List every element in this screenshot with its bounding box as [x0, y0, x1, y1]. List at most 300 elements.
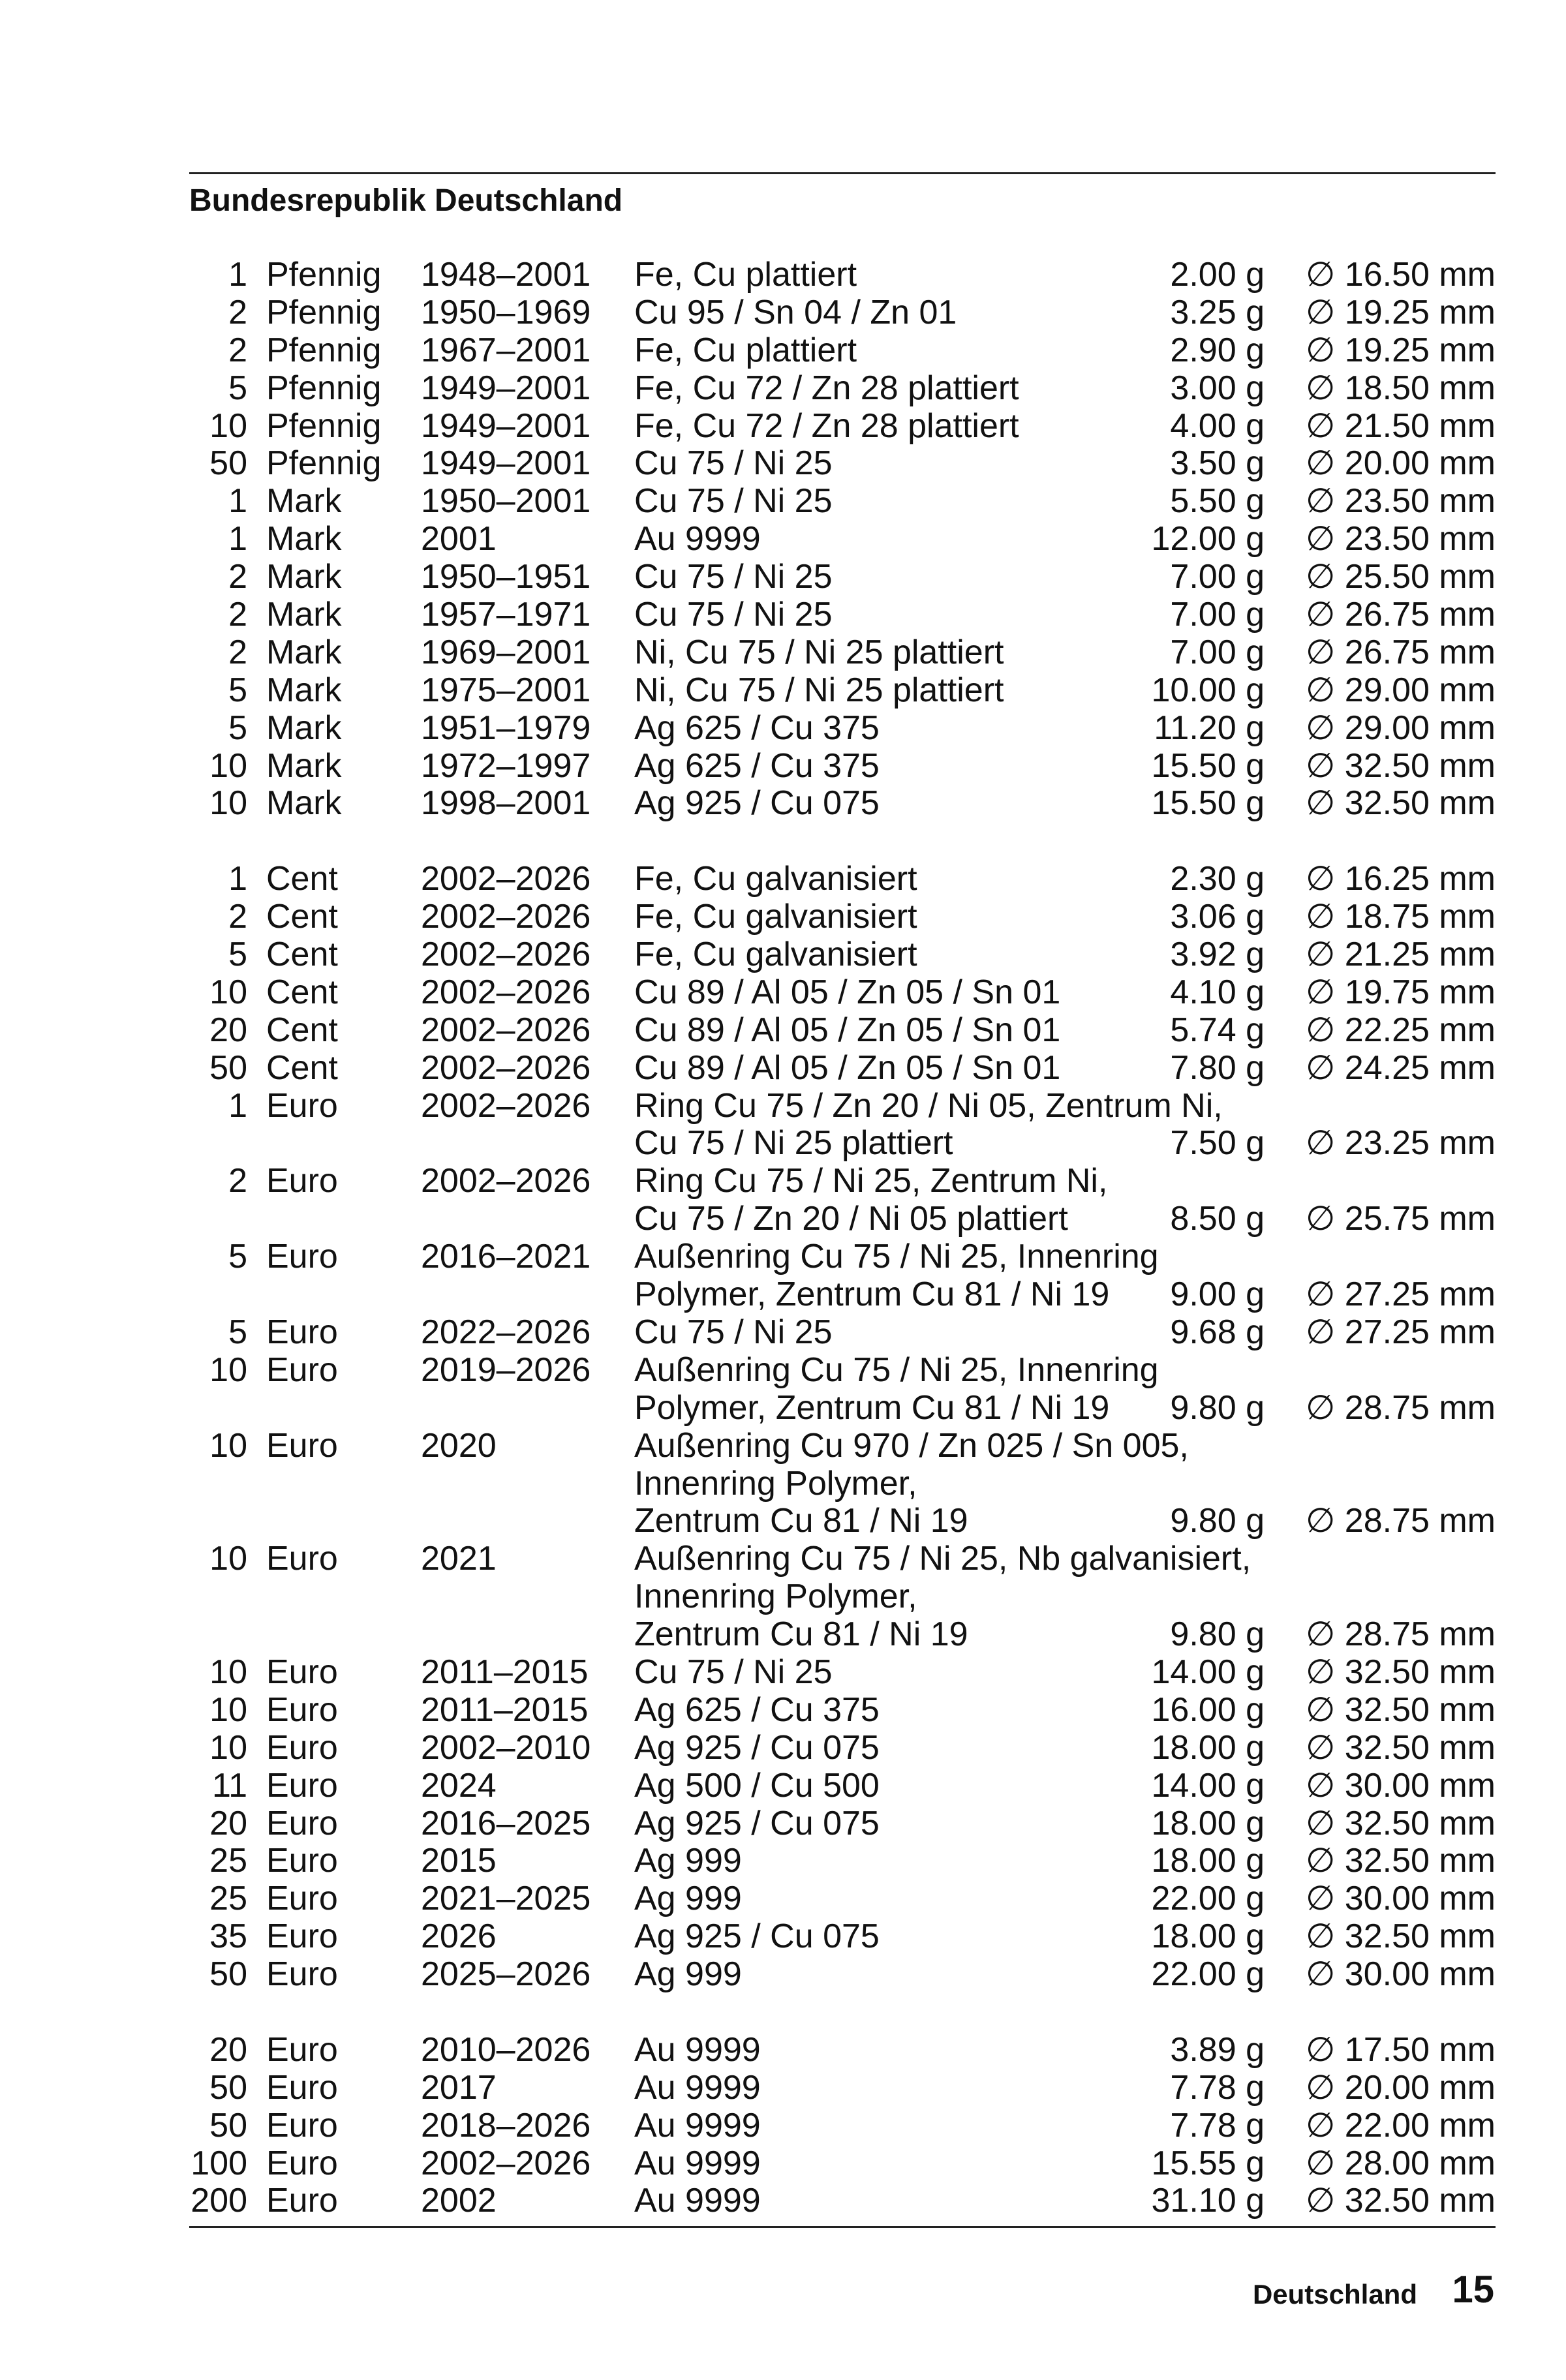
denomination-value: 10 — [209, 406, 247, 445]
table-row — [0, 1654, 1566, 1692]
mint-years: 2021–2025 — [421, 1880, 591, 1918]
alloy-composition: Ag 625 / Cu 375 — [634, 1690, 880, 1729]
alloy-composition: Fe, Cu plattiert — [634, 256, 857, 294]
table-row — [0, 710, 1566, 748]
mint-years: 2018–2026 — [421, 2106, 591, 2144]
denomination-unit: Euro — [266, 2106, 338, 2144]
coin-diameter: ∅ 24.25 mm — [1306, 1048, 1496, 1087]
table-row — [0, 2032, 1566, 2069]
alloy-composition: Ni, Cu 75 / Ni 25 plattiert — [634, 633, 1004, 671]
denomination-value: 25 — [209, 1842, 247, 1880]
coin-weight: 9.00 g — [1170, 1275, 1265, 1314]
denomination-unit: Mark — [266, 746, 342, 785]
alloy-composition: Cu 75 / Ni 25 plattiert — [634, 1124, 953, 1163]
coin-diameter: ∅ 29.00 mm — [1306, 709, 1496, 747]
mint-years: 1949–2001 — [421, 444, 591, 483]
denomination-unit: Cent — [266, 1048, 338, 1087]
coin-diameter: ∅ 17.50 mm — [1306, 2030, 1496, 2069]
alloy-composition: Cu 89 / Al 05 / Zn 05 / Sn 01 — [634, 1048, 1061, 1087]
coin-diameter: ∅ 18.50 mm — [1306, 369, 1496, 407]
table-row — [0, 1125, 1566, 1163]
denomination-unit: Cent — [266, 936, 338, 974]
coin-diameter: ∅ 32.50 mm — [1306, 784, 1496, 823]
denomination-unit: Pfennig — [266, 369, 382, 407]
alloy-composition: Außenring Cu 75 / Ni 25, Nb galvanisiert, — [634, 1540, 1251, 1578]
coin-weight: 9.80 g — [1170, 1615, 1265, 1654]
mint-years: 1948–2001 — [421, 256, 591, 294]
denomination-value: 5 — [228, 369, 247, 407]
mint-years: 2026 — [421, 1917, 497, 1956]
coin-weight: 7.78 g — [1170, 2106, 1265, 2144]
coin-weight: 7.80 g — [1170, 1048, 1265, 1087]
denomination-unit: Euro — [266, 1955, 338, 1994]
denomination-value: 20 — [209, 2030, 247, 2069]
denomination-unit: Mark — [266, 558, 342, 596]
coin-diameter: ∅ 26.75 mm — [1306, 596, 1496, 634]
coin-weight: 9.80 g — [1170, 1502, 1265, 1540]
denomination-value: 5 — [228, 1238, 247, 1276]
denomination-value: 50 — [209, 1048, 247, 1087]
alloy-composition: Cu 89 / Al 05 / Zn 05 / Sn 01 — [634, 973, 1061, 1011]
table-row — [0, 748, 1566, 786]
alloy-composition: Ag 999 — [634, 1955, 742, 1994]
alloy-composition: Cu 75 / Ni 25 — [634, 596, 833, 634]
coin-weight: 2.90 g — [1170, 331, 1265, 369]
coin-weight: 22.00 g — [1151, 1880, 1265, 1918]
table-row — [0, 1163, 1566, 1200]
alloy-composition: Ag 925 / Cu 075 — [634, 1917, 880, 1956]
denomination-value: 20 — [209, 1804, 247, 1842]
denomination-value: 5 — [228, 936, 247, 974]
coin-diameter: ∅ 32.50 mm — [1306, 1728, 1496, 1767]
denomination-unit: Euro — [266, 1426, 338, 1465]
alloy-composition: Fe, Cu 72 / Zn 28 plattiert — [634, 406, 1019, 445]
table-row — [0, 785, 1566, 823]
mint-years: 1972–1997 — [421, 746, 591, 785]
alloy-composition: Cu 95 / Sn 04 / Zn 01 — [634, 293, 957, 331]
coin-weight: 7.00 g — [1170, 633, 1265, 671]
alloy-composition: Ni, Cu 75 / Ni 25 plattiert — [634, 671, 1004, 709]
table-row — [0, 558, 1566, 596]
denomination-unit: Euro — [266, 1540, 338, 1578]
coin-weight: 5.74 g — [1170, 1011, 1265, 1049]
table-row — [0, 1314, 1566, 1352]
table-row — [0, 936, 1566, 974]
mint-years: 2020 — [421, 1426, 497, 1465]
alloy-composition: Fe, Cu galvanisiert — [634, 860, 917, 898]
alloy-composition: Au 9999 — [634, 520, 761, 558]
table-row — [0, 1200, 1566, 1238]
mint-years: 2025–2026 — [421, 1955, 591, 1994]
coin-diameter: ∅ 23.50 mm — [1306, 482, 1496, 521]
table-row — [0, 1616, 1566, 1654]
denomination-value: 50 — [209, 2068, 247, 2107]
mint-years: 2011–2015 — [421, 1690, 589, 1729]
coin-weight: 9.68 g — [1170, 1313, 1265, 1351]
table-row — [0, 1050, 1566, 1088]
table-row — [0, 1842, 1566, 1880]
alloy-composition: Ag 925 / Cu 075 — [634, 1728, 880, 1767]
denomination-unit: Euro — [266, 2144, 338, 2182]
coin-diameter: ∅ 22.00 mm — [1306, 2106, 1496, 2144]
coin-weight: 12.00 g — [1151, 520, 1265, 558]
denomination-value: 200 — [191, 2182, 247, 2220]
coin-weight: 18.00 g — [1151, 1842, 1265, 1880]
mint-years: 2002 — [421, 2182, 497, 2220]
alloy-composition: Cu 75 / Ni 25 — [634, 444, 833, 483]
coin-weight: 18.00 g — [1151, 1728, 1265, 1767]
top-rule — [189, 172, 1496, 174]
denomination-unit: Pfennig — [266, 331, 382, 369]
coin-weight: 2.00 g — [1170, 256, 1265, 294]
denomination-value: 2 — [228, 596, 247, 634]
coin-weight: 11.20 g — [1154, 709, 1265, 747]
denomination-value: 10 — [209, 1350, 247, 1389]
coin-weight: 3.00 g — [1170, 369, 1265, 407]
coin-diameter: ∅ 25.50 mm — [1306, 558, 1496, 596]
denomination-value: 1 — [228, 520, 247, 558]
denomination-value: 2 — [228, 293, 247, 331]
coin-diameter: ∅ 25.75 mm — [1306, 1200, 1496, 1238]
mint-years: 2016–2021 — [421, 1238, 591, 1276]
denomination-value: 100 — [191, 2144, 247, 2182]
table-row — [0, 1465, 1566, 1503]
denomination-value: 35 — [209, 1917, 247, 1956]
table-row — [0, 634, 1566, 672]
alloy-composition: Innenring Polymer, — [634, 1464, 917, 1503]
alloy-composition: Außenring Cu 75 / Ni 25, Innenring — [634, 1350, 1159, 1389]
table-row — [0, 974, 1566, 1012]
denomination-value: 5 — [228, 671, 247, 709]
alloy-composition: Ag 925 / Cu 075 — [634, 1804, 880, 1842]
coin-weight: 22.00 g — [1151, 1955, 1265, 1994]
alloy-composition: Ag 925 / Cu 075 — [634, 784, 880, 823]
coin-weight: 7.78 g — [1170, 2068, 1265, 2107]
coin-weight: 3.50 g — [1170, 444, 1265, 483]
coin-weight: 7.00 g — [1170, 596, 1265, 634]
mint-years: 2002–2026 — [421, 973, 591, 1011]
denomination-unit: Mark — [266, 709, 342, 747]
coin-diameter: ∅ 32.50 mm — [1306, 1653, 1496, 1691]
coin-weight: 5.50 g — [1170, 482, 1265, 521]
mint-years: 2002–2026 — [421, 1162, 591, 1200]
denomination-unit: Euro — [266, 2068, 338, 2107]
alloy-composition: Au 9999 — [634, 2144, 761, 2182]
alloy-composition: Ag 500 / Cu 500 — [634, 1766, 880, 1805]
denomination-unit: Mark — [266, 784, 342, 823]
denomination-unit: Euro — [266, 1917, 338, 1956]
mint-years: 2002–2026 — [421, 936, 591, 974]
table-row — [0, 1352, 1566, 1390]
denomination-unit: Cent — [266, 860, 338, 898]
table-row — [0, 1918, 1566, 1956]
coin-weight: 15.55 g — [1151, 2144, 1265, 2182]
alloy-composition: Fe, Cu plattiert — [634, 331, 857, 369]
denomination-unit: Cent — [266, 973, 338, 1011]
mint-years: 1950–2001 — [421, 482, 591, 521]
denomination-value: 2 — [228, 1162, 247, 1200]
coin-diameter: ∅ 21.50 mm — [1306, 406, 1496, 445]
mint-years: 2002–2026 — [421, 898, 591, 936]
alloy-composition: Zentrum Cu 81 / Ni 19 — [634, 1615, 968, 1654]
coin-diameter: ∅ 28.75 mm — [1306, 1388, 1496, 1427]
table-row — [0, 294, 1566, 332]
alloy-composition: Cu 75 / Ni 25 — [634, 558, 833, 596]
denomination-unit: Euro — [266, 1804, 338, 1842]
alloy-composition: Fe, Cu galvanisiert — [634, 936, 917, 974]
denomination-value: 10 — [209, 784, 247, 823]
denomination-value: 2 — [228, 633, 247, 671]
denomination-value: 10 — [209, 1653, 247, 1691]
denomination-value: 1 — [228, 1086, 247, 1125]
table-row — [0, 256, 1566, 294]
denomination-value: 10 — [209, 1690, 247, 1729]
coin-diameter: ∅ 22.25 mm — [1306, 1011, 1496, 1049]
denomination-unit: Mark — [266, 520, 342, 558]
denomination-unit: Mark — [266, 633, 342, 671]
coin-diameter: ∅ 28.75 mm — [1306, 1502, 1496, 1540]
mint-years: 1957–1971 — [421, 596, 591, 634]
table-row — [0, 1503, 1566, 1540]
table-row — [0, 1692, 1566, 1730]
coin-diameter: ∅ 30.00 mm — [1306, 1955, 1496, 1994]
denomination-unit: Cent — [266, 1011, 338, 1049]
denomination-unit: Euro — [266, 1728, 338, 1767]
coin-diameter: ∅ 19.25 mm — [1306, 293, 1496, 331]
table-row — [0, 1956, 1566, 1994]
mint-years: 1967–2001 — [421, 331, 591, 369]
denomination-value: 50 — [209, 1955, 247, 1994]
table-row — [0, 672, 1566, 710]
mint-years: 2010–2026 — [421, 2030, 591, 2069]
coin-diameter: ∅ 32.50 mm — [1306, 746, 1496, 785]
coin-diameter: ∅ 26.75 mm — [1306, 633, 1496, 671]
denomination-value: 50 — [209, 444, 247, 483]
coin-diameter: ∅ 16.25 mm — [1306, 860, 1496, 898]
mint-years: 1975–2001 — [421, 671, 591, 709]
alloy-composition: Fe, Cu galvanisiert — [634, 898, 917, 936]
table-row — [0, 1012, 1566, 1050]
table-row — [0, 1088, 1566, 1125]
denomination-unit: Pfennig — [266, 293, 382, 331]
alloy-composition: Innenring Polymer, — [634, 1578, 917, 1616]
alloy-composition: Au 9999 — [634, 2030, 761, 2069]
table-row — [0, 445, 1566, 483]
coin-weight: 10.00 g — [1151, 671, 1265, 709]
alloy-composition: Polymer, Zentrum Cu 81 / Ni 19 — [634, 1275, 1110, 1314]
coin-weight: 3.25 g — [1170, 293, 1265, 331]
alloy-composition: Ag 625 / Cu 375 — [634, 746, 880, 785]
denomination-value: 1 — [228, 482, 247, 521]
mint-years: 2024 — [421, 1766, 497, 1805]
alloy-composition: Cu 89 / Al 05 / Zn 05 / Sn 01 — [634, 1011, 1061, 1049]
denomination-unit: Mark — [266, 596, 342, 634]
mint-years: 1998–2001 — [421, 784, 591, 823]
mint-years: 2002–2010 — [421, 1728, 591, 1767]
denomination-unit: Cent — [266, 898, 338, 936]
coin-diameter: ∅ 32.50 mm — [1306, 1690, 1496, 1729]
denomination-unit: Euro — [266, 1690, 338, 1729]
table-row — [0, 1540, 1566, 1578]
mint-years: 1949–2001 — [421, 406, 591, 445]
mint-years: 2002–2026 — [421, 860, 591, 898]
denomination-value: 10 — [209, 973, 247, 1011]
denomination-value: 10 — [209, 1540, 247, 1578]
mint-years: 1951–1979 — [421, 709, 591, 747]
coin-diameter: ∅ 30.00 mm — [1306, 1766, 1496, 1805]
mint-years: 1949–2001 — [421, 369, 591, 407]
denomination-unit: Mark — [266, 482, 342, 521]
table-row — [0, 1390, 1566, 1427]
alloy-composition: Ring Cu 75 / Ni 25, Zentrum Ni, — [634, 1162, 1108, 1200]
table-row — [0, 1578, 1566, 1616]
alloy-composition: Cu 75 / Ni 25 — [634, 1653, 833, 1691]
bottom-rule — [189, 2226, 1496, 2228]
table-row — [0, 1427, 1566, 1465]
table-row — [0, 1276, 1566, 1314]
coin-weight: 7.00 g — [1170, 558, 1265, 596]
coin-diameter: ∅ 23.50 mm — [1306, 520, 1496, 558]
alloy-composition: Fe, Cu 72 / Zn 28 plattiert — [634, 369, 1019, 407]
coin-weight: 15.50 g — [1151, 746, 1265, 785]
coin-weight: 4.10 g — [1170, 973, 1265, 1011]
table-row — [0, 861, 1566, 898]
table-row — [0, 483, 1566, 521]
coin-diameter: ∅ 27.25 mm — [1306, 1313, 1496, 1351]
denomination-value: 5 — [228, 1313, 247, 1351]
mint-years: 2002–2026 — [421, 1048, 591, 1087]
coin-weight: 9.80 g — [1170, 1388, 1265, 1427]
coin-weight: 3.92 g — [1170, 936, 1265, 974]
coin-diameter: ∅ 19.75 mm — [1306, 973, 1496, 1011]
table-row — [0, 2145, 1566, 2183]
denomination-unit: Pfennig — [266, 406, 382, 445]
denomination-value: 2 — [228, 558, 247, 596]
mint-years: 2001 — [421, 520, 497, 558]
table-row — [0, 1880, 1566, 1918]
alloy-composition: Ring Cu 75 / Zn 20 / Ni 05, Zentrum Ni, — [634, 1086, 1223, 1125]
mint-years: 1969–2001 — [421, 633, 591, 671]
coin-diameter: ∅ 21.25 mm — [1306, 936, 1496, 974]
mint-years: 2017 — [421, 2068, 497, 2107]
coin-weight: 15.50 g — [1151, 784, 1265, 823]
coin-diameter: ∅ 27.25 mm — [1306, 1275, 1496, 1314]
footer-section-label: Deutschland — [1252, 2279, 1417, 2310]
mint-years: 2019–2026 — [421, 1350, 591, 1389]
alloy-composition: Au 9999 — [634, 2106, 761, 2144]
table-row — [0, 2107, 1566, 2145]
denomination-unit: Euro — [266, 2030, 338, 2069]
table-row — [0, 1238, 1566, 1276]
table-row — [0, 2182, 1566, 2220]
alloy-composition: Außenring Cu 970 / Zn 025 / Sn 005, — [634, 1426, 1189, 1465]
coin-weight: 3.06 g — [1170, 898, 1265, 936]
mint-years: 2016–2025 — [421, 1804, 591, 1842]
denomination-unit: Pfennig — [266, 444, 382, 483]
coin-weight: 16.00 g — [1151, 1690, 1265, 1729]
coin-diameter: ∅ 20.00 mm — [1306, 444, 1496, 483]
denomination-unit: Euro — [266, 1086, 338, 1125]
denomination-value: 10 — [209, 1728, 247, 1767]
table-row — [0, 898, 1566, 936]
denomination-value: 10 — [209, 746, 247, 785]
alloy-composition: Ag 999 — [634, 1842, 742, 1880]
coin-weight: 14.00 g — [1151, 1653, 1265, 1691]
denomination-value: 2 — [228, 331, 247, 369]
mint-years: 2022–2026 — [421, 1313, 591, 1351]
coin-weight: 31.10 g — [1151, 2182, 1265, 2220]
denomination-unit: Euro — [266, 1842, 338, 1880]
mint-years: 1950–1951 — [421, 558, 591, 596]
coin-weight: 2.30 g — [1170, 860, 1265, 898]
mint-years: 2002–2026 — [421, 1011, 591, 1049]
table-row — [0, 1805, 1566, 1843]
coin-diameter: ∅ 28.75 mm — [1306, 1615, 1496, 1654]
coin-diameter: ∅ 23.25 mm — [1306, 1124, 1496, 1163]
coin-diameter: ∅ 32.50 mm — [1306, 2182, 1496, 2220]
coin-diameter: ∅ 28.00 mm — [1306, 2144, 1496, 2182]
coin-weight: 14.00 g — [1151, 1766, 1265, 1805]
denomination-unit: Euro — [266, 1766, 338, 1805]
denomination-value: 10 — [209, 1426, 247, 1465]
denomination-unit: Euro — [266, 1880, 338, 1918]
denomination-unit: Euro — [266, 1653, 338, 1691]
denomination-unit: Euro — [266, 1162, 338, 1200]
coin-weight: 7.50 g — [1170, 1124, 1265, 1163]
denomination-unit: Euro — [266, 1350, 338, 1389]
alloy-composition: Cu 75 / Zn 20 / Ni 05 plattiert — [634, 1200, 1068, 1238]
table-row — [0, 370, 1566, 408]
coin-diameter: ∅ 32.50 mm — [1306, 1917, 1496, 1956]
denomination-unit: Euro — [266, 2182, 338, 2220]
mint-years: 2002–2026 — [421, 1086, 591, 1125]
coin-weight: 18.00 g — [1151, 1804, 1265, 1842]
alloy-composition: Außenring Cu 75 / Ni 25, Innenring — [634, 1238, 1159, 1276]
group-spacer — [0, 1994, 1566, 2032]
table-row — [0, 521, 1566, 558]
denomination-value: 1 — [228, 256, 247, 294]
table-row — [0, 1767, 1566, 1805]
group-spacer — [0, 823, 1566, 861]
mint-years: 2002–2026 — [421, 2144, 591, 2182]
alloy-composition: Cu 75 / Ni 25 — [634, 482, 833, 521]
coin-diameter: ∅ 32.50 mm — [1306, 1842, 1496, 1880]
coin-diameter: ∅ 29.00 mm — [1306, 671, 1496, 709]
table-row — [0, 596, 1566, 634]
denomination-unit: Mark — [266, 671, 342, 709]
alloy-composition: Au 9999 — [634, 2068, 761, 2107]
denomination-value: 25 — [209, 1880, 247, 1918]
denomination-unit: Euro — [266, 1238, 338, 1276]
mint-years: 1950–1969 — [421, 293, 591, 331]
denomination-unit: Euro — [266, 1313, 338, 1351]
mint-years: 2011–2015 — [421, 1653, 589, 1691]
denomination-value: 11 — [212, 1766, 247, 1805]
coin-table — [0, 256, 1566, 2220]
mint-years: 2015 — [421, 1842, 497, 1880]
coin-diameter: ∅ 19.25 mm — [1306, 331, 1496, 369]
alloy-composition: Zentrum Cu 81 / Ni 19 — [634, 1502, 968, 1540]
coin-weight: 18.00 g — [1151, 1917, 1265, 1956]
denomination-value: 1 — [228, 860, 247, 898]
denomination-unit: Pfennig — [266, 256, 382, 294]
alloy-composition: Au 9999 — [634, 2182, 761, 2220]
coin-weight: 8.50 g — [1170, 1200, 1265, 1238]
alloy-composition: Ag 999 — [634, 1880, 742, 1918]
page-number: 15 — [1452, 2268, 1494, 2311]
coin-weight: 3.89 g — [1170, 2030, 1265, 2069]
coin-diameter: ∅ 18.75 mm — [1306, 898, 1496, 936]
